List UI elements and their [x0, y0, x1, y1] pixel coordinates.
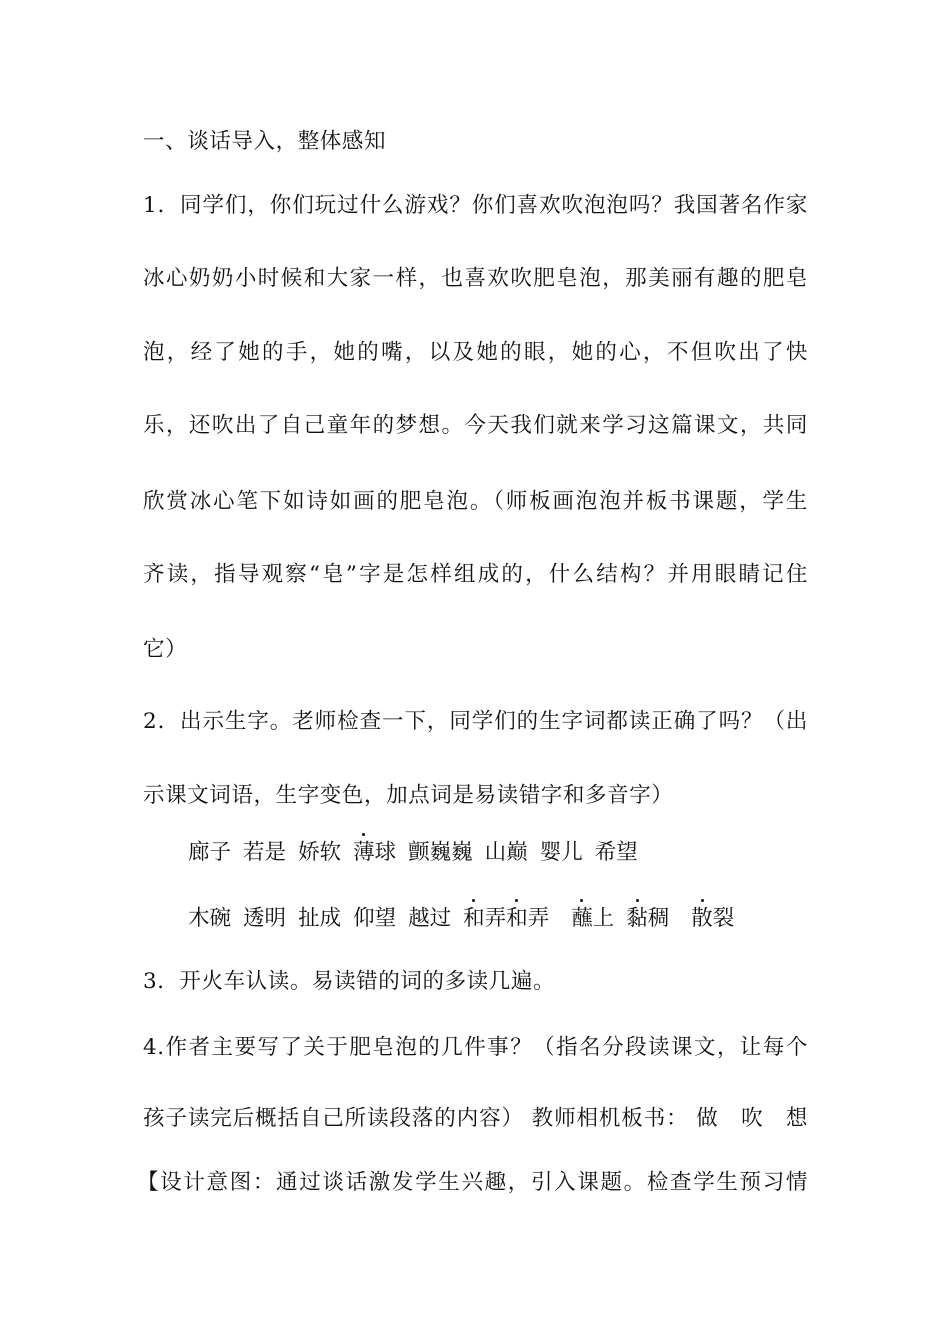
vocab-char: 若	[243, 840, 265, 865]
vocab-word	[408, 838, 473, 868]
vocab-char-dotted: 黏	[626, 904, 648, 934]
item-3-line: 3．开火车认读。易读错的词的多读几遍。	[143, 969, 556, 994]
vocab-char: 透	[243, 906, 265, 931]
vocab-char: 扯	[298, 906, 320, 931]
vocab-char: 婴	[539, 840, 562, 865]
vocab-word	[540, 838, 583, 868]
vocab-char: 子	[209, 840, 232, 865]
design-intent-line: 【设计意图：通过谈话激发学生兴趣，引入课题。检查学生预习情	[137, 1170, 808, 1195]
vocab-char: 弄	[527, 906, 550, 931]
vocab-word	[188, 904, 231, 934]
vocab-char: 软	[319, 840, 342, 865]
vocab-char: 碗	[209, 906, 232, 931]
paragraph-line: 冰心奶奶小时候和大家一样，也喜欢吹肥皂泡，那美丽有趣的肥皂	[143, 266, 808, 291]
vocab-char: 是	[264, 840, 287, 865]
vocab-char: 山	[484, 840, 507, 865]
vocab-char: 上	[592, 906, 615, 931]
item-4-line: 4.作者主要写了关于肥皂泡的几件事？（指名分段读课文，让每个	[143, 1035, 808, 1060]
vocab-word	[691, 904, 734, 934]
vocab-char: 仰	[353, 906, 375, 931]
vocab-word	[353, 904, 396, 934]
paragraph-line: 示课文词语，生字变色，加点词是易读错字和多音字）	[143, 783, 674, 808]
vocab-char: 希	[594, 840, 617, 865]
vocab-word	[243, 904, 286, 934]
paragraph-line: 它）	[143, 637, 188, 662]
vocab-word	[298, 904, 341, 934]
vocab-char: 巍	[451, 840, 473, 865]
vocab-char-dotted: 薄	[353, 838, 375, 868]
vocabulary-row-1	[188, 838, 650, 868]
vocab-char: 木	[188, 906, 210, 931]
paragraph-line: 泡，经了她的手，她的嘴，以及她的眼，她的心，不但吹出了快	[143, 340, 808, 365]
vocab-word	[595, 838, 638, 868]
vocab-word	[408, 904, 451, 934]
vocab-char: 望	[616, 840, 638, 865]
vocab-word	[188, 838, 231, 868]
paragraph-line: 1．同学们，你们玩过什么游戏？你们喜欢吹泡泡吗？我国著名作家	[143, 193, 808, 218]
item-4-board-line: 孩子读完后概括自己所读段落的内容） 教师相机板书： 做 吹 想	[143, 1106, 808, 1131]
vocab-char: 裂	[712, 906, 735, 931]
vocab-char: 廊	[188, 840, 210, 865]
vocab-word	[353, 838, 396, 868]
vocab-word	[626, 904, 669, 934]
paragraph-line: 欣赏冰心笔下如诗如画的肥皂泡。（师板画泡泡并板书课题，学生	[143, 489, 808, 514]
vocab-word	[298, 838, 341, 868]
vocab-char-dotted: 和	[506, 904, 528, 934]
vocab-char: 望	[374, 906, 397, 931]
vocab-char: 球	[374, 840, 397, 865]
vocab-char: 越	[408, 906, 430, 931]
vocab-char: 弄	[484, 906, 507, 931]
vocab-word	[485, 838, 528, 868]
vocab-char-dotted: 蘸	[571, 904, 593, 934]
vocab-char: 明	[264, 906, 287, 931]
vocab-word	[463, 904, 549, 934]
vocab-char: 儿	[561, 840, 583, 865]
paragraph-line: 齐读，指导观察“皂”字是怎样组成的，什么结构？并用眼睛记住	[143, 562, 808, 587]
vocab-char: 稠	[647, 906, 670, 931]
vocab-char-dotted: 和	[463, 904, 485, 934]
paragraph-line: 乐，还吹出了自己童年的梦想。今天我们就来学习这篇课文，共同	[143, 413, 808, 438]
vocab-word	[571, 904, 614, 934]
vocab-word	[243, 838, 286, 868]
vocab-char-dotted: 散	[691, 904, 713, 934]
vocab-char: 颤	[408, 840, 430, 865]
vocabulary-row-2	[188, 904, 746, 934]
section-heading: 一、谈话导入，整体感知	[143, 129, 387, 154]
vocab-char: 成	[319, 906, 342, 931]
vocab-char: 巍	[429, 840, 452, 865]
paragraph-line: 2．出示生字。老师检查一下，同学们的生字词都读正确了吗？（出	[143, 709, 808, 734]
vocab-char: 过	[429, 906, 452, 931]
vocab-char: 娇	[298, 840, 320, 865]
vocab-char: 巅	[506, 840, 528, 865]
